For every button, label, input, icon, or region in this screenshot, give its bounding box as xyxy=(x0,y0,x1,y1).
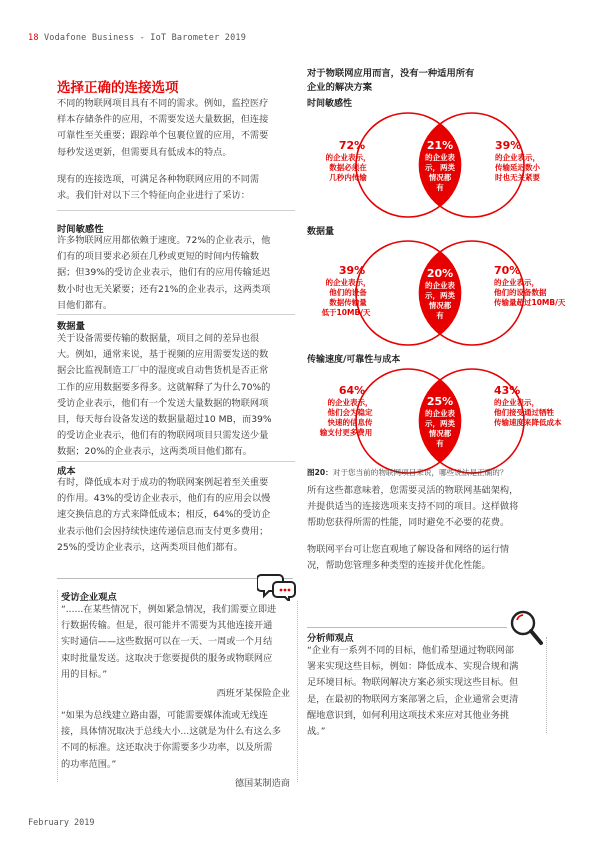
quote-attribution-1: 西班牙某保险企业 xyxy=(216,688,290,699)
venn-diagram-data-volume xyxy=(300,234,580,352)
caption-label: 图20： xyxy=(307,468,333,477)
intro-paragraph-2 xyxy=(57,172,297,204)
chart-label-speed-cost: 传输速度/可靠性与成本 xyxy=(307,355,401,365)
center-value: 20% xyxy=(426,267,454,280)
right-paragraph-1 xyxy=(307,483,547,532)
right-desc-line: 的企业表示， xyxy=(494,278,539,287)
left-desc-line: 他们的设备 xyxy=(329,288,367,297)
left-desc-line: 输支付更多费用 xyxy=(319,428,373,437)
body-line: 工作的应用数据要多得多。这就解释了为什么70%的 xyxy=(57,381,271,393)
left-desc-line: 低于10MB/天 xyxy=(321,308,371,317)
figure-title-line: 企业的解决方案 xyxy=(307,82,373,93)
left-desc-line: 的企业表示， xyxy=(327,398,373,407)
body-line: 们有的项目要求必须在几秒或更短的时间内传输数 xyxy=(57,251,260,263)
intro-line: 每秒发送更新，但需要具有低成本的特点。 xyxy=(57,146,232,158)
intro-line: 求。我们针对以下三个特征向企业进行了采访： xyxy=(57,190,250,202)
left-desc-line: 数据传输量 xyxy=(329,298,367,307)
body-line: 数据；20%的企业表示，这两类项目他们都有。 xyxy=(57,446,252,458)
header-text: Vodafone Business - IoT Barometer 2019 xyxy=(38,33,247,43)
customer-viewpoint-heading: 受访企业观点 xyxy=(61,592,117,603)
quote-line: “企业有一系列不同的目标，他们希望通过物联网部 xyxy=(307,645,514,656)
figure-caption xyxy=(307,467,587,478)
center-value: 25% xyxy=(426,395,454,408)
center-desc-line: 有 xyxy=(436,439,444,448)
body-line: 物联网平台可让您直观地了解设备和网络的运行情 xyxy=(307,544,510,555)
body-line: 据会比监视制造工厂中的湿度或自动售货机是否正常 xyxy=(57,365,269,377)
quote-line: 束时批量发送。这取决于您要提供的服务或物联网应 xyxy=(61,652,273,664)
left-desc-line: 的企业表示， xyxy=(325,278,371,287)
right-value: 43% xyxy=(494,384,521,397)
quote-line: 战。” xyxy=(307,726,326,738)
center-desc-line: 情况都 xyxy=(428,429,452,438)
divider xyxy=(57,461,295,462)
analyst-top-rule xyxy=(307,627,507,628)
body-line: 速交换信息的方式来降低成本；相反，64%的受访企 xyxy=(57,509,271,521)
center-desc-line: 有 xyxy=(436,311,444,320)
quote-line: 不同的标准。这还取决于你需要多少功率，以及所需 xyxy=(61,742,273,754)
center-desc-line: 情况都 xyxy=(428,173,452,182)
speech-bubbles-icon xyxy=(257,571,297,601)
intro-paragraph xyxy=(57,96,297,161)
quote-line: 醒地意识到，如何利用这项技术来应对其他业务挑 xyxy=(307,709,510,721)
quote-attribution-2: 德国某制造商 xyxy=(234,778,290,789)
quote-line: “......在某些情况下，例如紧急情况，我们需要立即进 xyxy=(61,604,277,615)
body-line: 25%的受访企业表示，这两类项目他们都有。 xyxy=(57,541,243,553)
quote-line: 署来实现这些目标，例如：降低成本、实现合规和满 xyxy=(307,661,519,673)
right-desc-line: 的企业表示， xyxy=(494,398,539,407)
body-line: 的作用。43%的受访企业表示，他们有的应用会以慢 xyxy=(57,493,271,505)
center-desc-line: 示，两类 xyxy=(425,419,455,428)
left-desc-line: 几秒内传输 xyxy=(329,173,367,182)
center-desc-line: 有 xyxy=(436,183,444,192)
center-desc-line: 的企业表 xyxy=(425,409,455,418)
quote-line: 的功率范围。” xyxy=(61,758,117,770)
body-line: 目他们都有。 xyxy=(57,299,113,311)
analyst-viewpoint-heading: 分析师观点 xyxy=(307,633,354,644)
left-desc-line: 快速的信息传 xyxy=(327,418,373,427)
right-desc-line: 他们接受通过牺牲 xyxy=(494,408,554,417)
customer-quote-2 xyxy=(61,708,297,773)
body-line: 的受访企业表示，他们有的物联网项目只需发送少量 xyxy=(57,430,269,442)
left-value: 39% xyxy=(338,264,366,277)
cost-heading: 成本 xyxy=(57,466,76,477)
analyst-quote xyxy=(307,643,549,740)
body-line: 有时，降低成本对于成功的物联网案例起着至关重要 xyxy=(57,477,269,488)
left-value: 72% xyxy=(338,139,366,152)
body-line: 业表示他们会因持续快速传递信息而支付更多费用； xyxy=(57,525,269,537)
body-line: 受访企业表示，他们有一个发送大量数据的物联网项 xyxy=(57,397,269,409)
figure-title xyxy=(307,67,547,95)
quote-line: 接，具体情况取决于总线大小...这就是为什么有这么多 xyxy=(61,726,282,738)
venn-diagram-time xyxy=(300,106,580,224)
center-value: 21% xyxy=(426,139,454,152)
left-value: 64% xyxy=(338,384,366,397)
intro-line: 样本存储条件的应用，不需要发送大量数据，但连接 xyxy=(57,114,269,126)
center-desc-line: 的企业表 xyxy=(425,153,455,162)
figure-title-line: 对于物联网应用而言，没有一种适用所有 xyxy=(307,68,475,79)
center-desc-line: 的企业表 xyxy=(425,281,455,290)
magnifier-icon xyxy=(508,608,544,648)
quote-line: 足环境目标。物联网解决方案必须实现这些目标。但 xyxy=(307,677,519,689)
body-line: 帮助您获得所需的性能，同时避免不必要的花费。 xyxy=(307,517,510,529)
right-desc-line: 传输量超过10MB/天 xyxy=(494,298,566,307)
page-header xyxy=(28,33,246,43)
body-line: 关于设备需要传输的数据量，项目之间的差异也很 xyxy=(57,333,260,344)
section-title: 选择正确的连接选项 xyxy=(57,80,179,96)
venn-diagram-speed-cost xyxy=(300,362,580,480)
left-desc-line: 数据必须在 xyxy=(329,163,367,172)
page-number: 18 xyxy=(28,33,39,43)
chart-label-data-volume: 数据量 xyxy=(307,227,335,237)
body-line: 并提供适当的连接选项来支持不同的项目。这样做将 xyxy=(307,501,519,513)
right-value: 39% xyxy=(495,139,522,152)
body-line: 况，帮助您管理多种类型的连接并优化性能。 xyxy=(307,560,491,572)
caption-text: 对于您当前的物联网项目来说，哪些说法是正确的？ xyxy=(332,468,508,477)
intro-line: 现有的连接选项，可满足各种物联网应用的不同需 xyxy=(57,174,260,185)
page-footer: February 2019 xyxy=(28,818,95,828)
body-line: 许多物联网应用都依赖于速度。72%的企业表示，他 xyxy=(57,235,271,246)
quote-line: 是，在最初的物联网方案部署之后，企业通常会更清 xyxy=(307,693,519,705)
cost-body xyxy=(57,475,297,556)
right-desc-line: 的企业表示， xyxy=(495,153,540,162)
right-desc-line: 时也无关紧要 xyxy=(495,173,540,182)
body-line: 大。例如，通常来说，基于视频的应用需要发送的数 xyxy=(57,349,269,361)
left-desc-line: 的企业表示， xyxy=(325,153,371,162)
intro-line: 可靠性至关重要；跟踪单个包裹位置的应用，不需要 xyxy=(57,130,269,142)
body-line: 目，每天每台设备发送的数据量超过10 MB，而39% xyxy=(57,414,272,426)
right-desc-line: 传输延迟数小 xyxy=(495,163,540,172)
right-desc-line: 传输速度来降低成本 xyxy=(494,418,562,427)
data-volume-body xyxy=(57,331,297,461)
divider xyxy=(57,314,295,315)
center-desc-line: 情况都 xyxy=(428,301,452,310)
quote-line: “如果为总线建立路由器，可能需要媒体流或无线连 xyxy=(61,710,268,721)
customer-quote-1 xyxy=(61,602,297,683)
right-value: 70% xyxy=(494,264,521,277)
left-desc-line: 他们会为稳定 xyxy=(327,408,373,417)
right-desc-line: 他们的设备数据 xyxy=(494,288,547,297)
quote-line: 行数据传输。但是，很可能并不需要为其他连接开通 xyxy=(61,620,273,632)
body-line: 所有这些都意味着，您需要灵活的物联网基础架构， xyxy=(307,485,519,496)
center-desc-line: 示，两类 xyxy=(425,163,455,172)
body-line: 数小时也无关紧要；还有21%的企业表示，这两类项 xyxy=(57,283,271,295)
time-sensitivity-body xyxy=(57,233,297,314)
intro-line: 不同的物联网项目具有不同的需求。例如，监控医疗 xyxy=(57,98,269,109)
quote-line: 用的目标。” xyxy=(61,668,108,680)
right-paragraph-2 xyxy=(307,542,547,574)
body-line: 据；但39%的受访企业表示，他们有的应用传输延迟 xyxy=(57,267,271,279)
viewpoint-left-rule xyxy=(57,590,58,782)
chart-label-time: 时间敏感性 xyxy=(307,99,353,109)
viewpoint-right-rule xyxy=(297,601,298,782)
data-volume-heading: 数据量 xyxy=(57,321,85,332)
center-desc-line: 示，两类 xyxy=(425,291,455,300)
quote-line: 实时通信——这些数据可以在一天、一周或一个月结 xyxy=(61,636,273,648)
time-sensitivity-heading: 时间敏感性 xyxy=(57,224,104,235)
divider xyxy=(57,210,295,211)
